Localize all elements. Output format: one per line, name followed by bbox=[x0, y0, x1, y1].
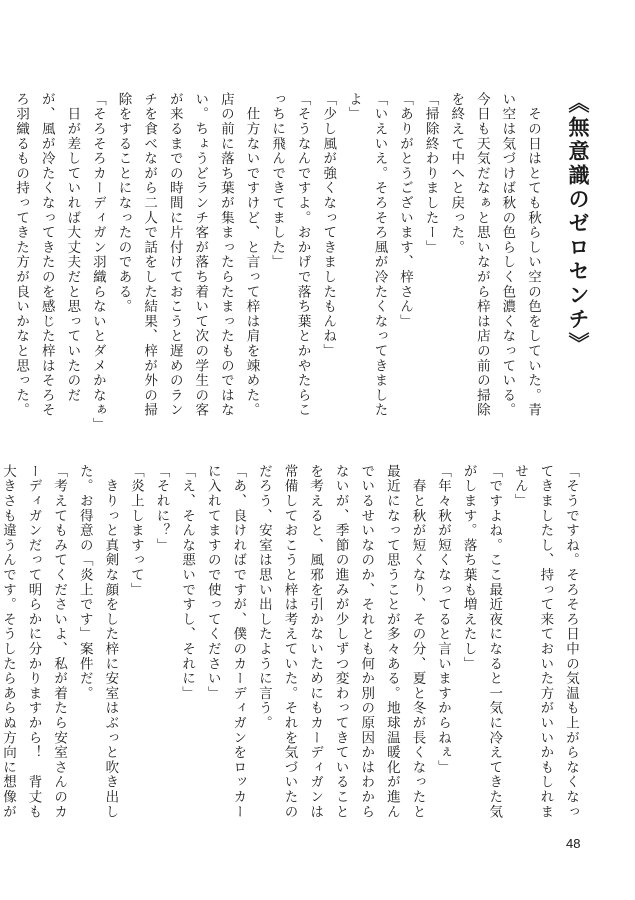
paragraph: 「年々秋が短くなってると言いますからねぇ」 bbox=[435, 464, 452, 775]
paragraph: 「少し風が強くなってきましたもんね」 bbox=[320, 92, 337, 359]
title-spacer bbox=[545, 92, 593, 432]
paragraph: 「ですよね。ここ最近夜になると一気に冷えてきた気がします。落ち葉も増えたし」 bbox=[460, 464, 503, 820]
paragraph: 「え、そんな悪いですし、それに」 bbox=[179, 464, 196, 701]
paragraph: 春と秋が短くなり、その分、夏と冬が長くなったと最近になって思うことが多々ある。地球温暖化が進んでいるせいなのか、それとも何か別の原因かはわからないが、季節の進みが少しずつ変わってきていることを考えると、風邪を引かないためにもカーディガンは常備しておこうと梓は考えていた。それを気づいたのだろう、安室は思い出したように言う。 bbox=[255, 464, 426, 820]
paragraph: 仕方ないですけど、と言って梓は肩を竦めた。店の前に落ち葉が集まったらたまったものではない。ちょうどランチ客が落ち着いて次の学生の客が来るまでの時間に片付けておこうと遅めのランチを食べながら二人で話をした結果、梓が外の掃除をすることになったのである。 bbox=[115, 92, 260, 418]
paragraph: 「それに？」 bbox=[153, 464, 170, 553]
paragraph: きりっと真剣な顔をした梓に安室はぶっと吹き出した。お得意の「炎上です」案件だ。 bbox=[76, 464, 119, 820]
paragraph: 「炎上しますって」 bbox=[127, 464, 144, 598]
chapter-title: 《無意識のゼロセンチ》 bbox=[566, 92, 590, 356]
upper-text-block bbox=[13, 92, 593, 433]
lower-text-block bbox=[0, 464, 583, 824]
paragraph: 「ありがとうございます、梓さん」 bbox=[397, 92, 414, 329]
paragraph: 「あ、良ければですが、僕のカーディガンをロッカーに入れてますので使ってください」 bbox=[204, 464, 247, 820]
paragraph: 日が差していれば大丈夫だと思っていたのだが、風が冷たくなってきたのを感じた梓はそろそろ羽織るもの持ってきた方が良いかなと思った。 bbox=[13, 92, 81, 418]
paragraph: 「掃除終わりましたー」 bbox=[422, 92, 439, 255]
paragraph: その日はとても秋らしい空の色をしていた。青い空は気づけば秋の色らしく色濃くなっている。今日も天気だなぁと思いながら梓は店の前の掃除を終えて中へと戻った。 bbox=[448, 92, 541, 418]
paragraph: 「いえいえ。そろそろ風が冷たくなってきましたよ」 bbox=[345, 92, 388, 418]
paragraph: 「そうなんですよ。おかげで落ち葉とかやたらこっちに飛んできてました」 bbox=[269, 92, 311, 418]
paragraph: 「考えてもみてくださいよ、私が着たら安室さんのカーディガンだって明らかに分かりますから！ 背丈も大きさも違うんです。そうしたらあらぬ方向に想像が bbox=[0, 464, 68, 820]
paragraph: 「そろそろカーディガン羽織らないとダメかなぁ」 bbox=[89, 92, 106, 433]
paragraph: 「そうですね。そろそろ日中の気温も上がらなくなってきましたし、持って来ておいた方がいいかもしれません」 bbox=[511, 464, 579, 820]
page-number: 48 bbox=[566, 836, 581, 851]
